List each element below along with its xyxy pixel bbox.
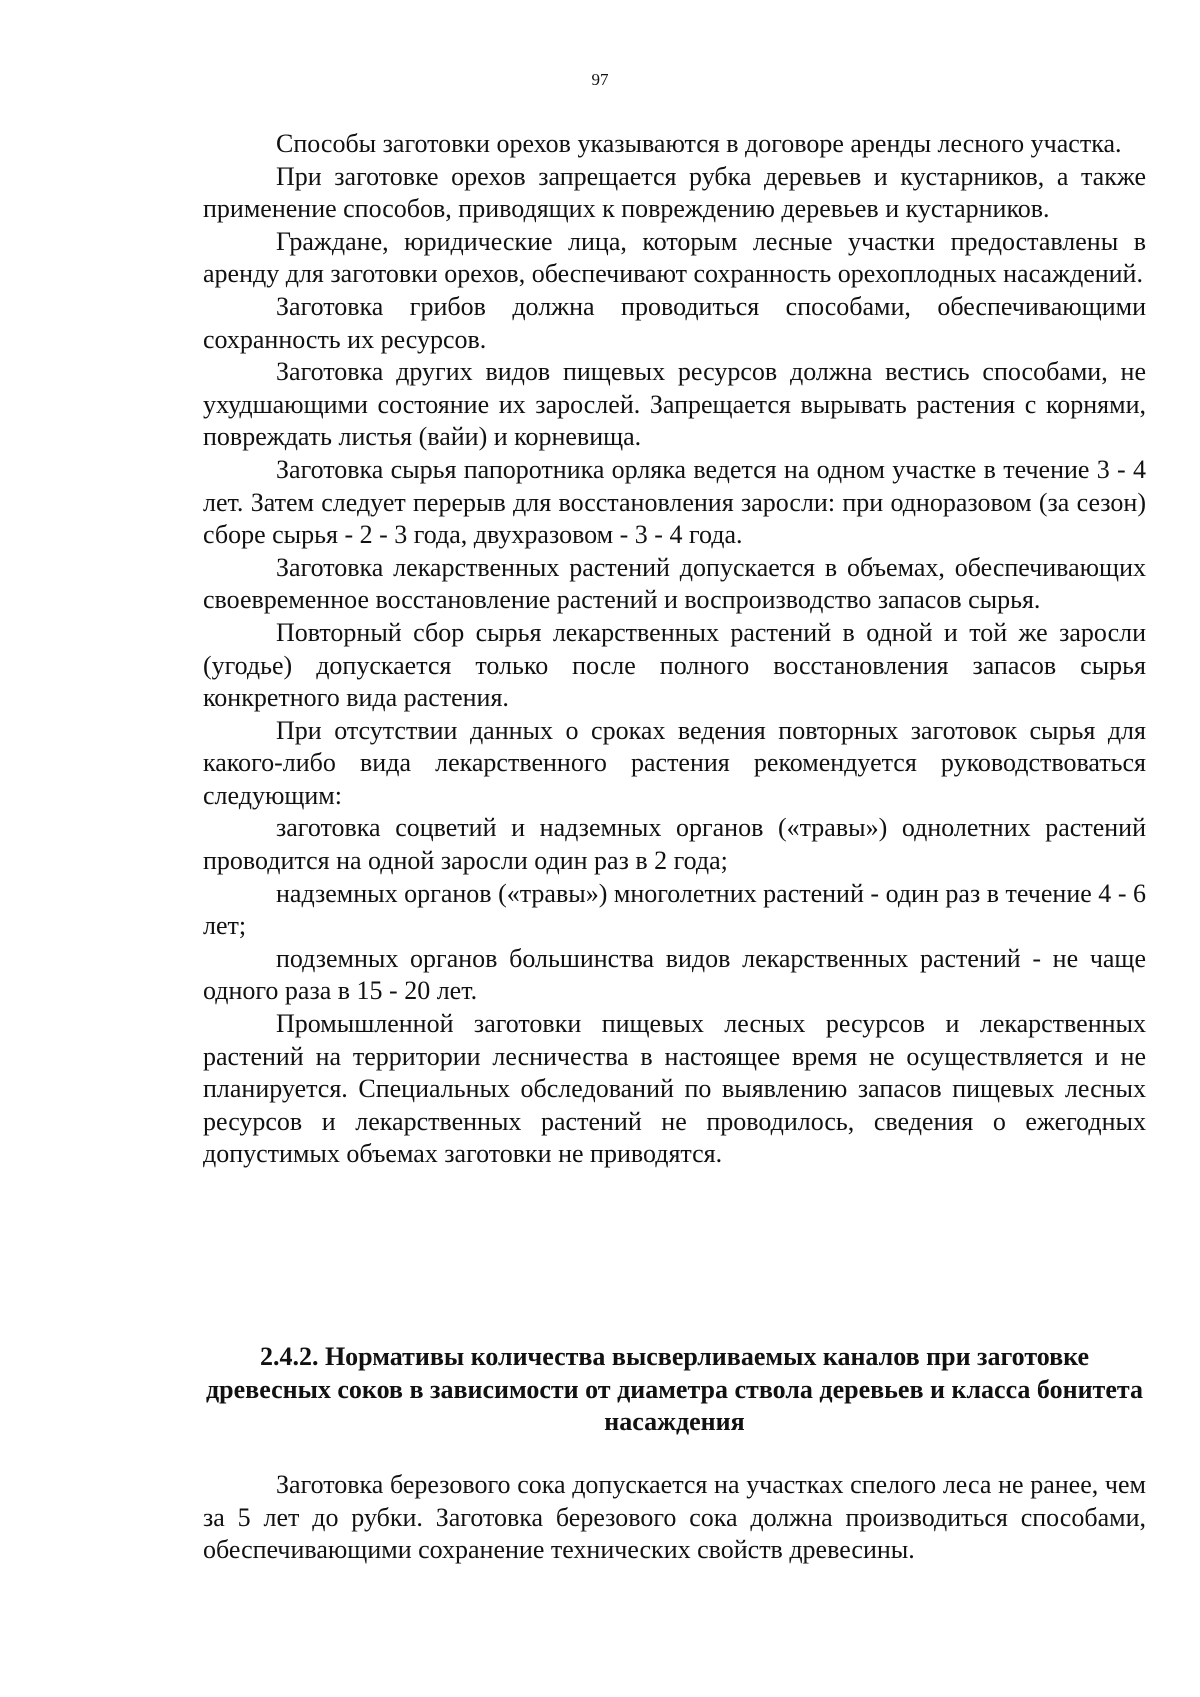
body-text	[203, 128, 1146, 1171]
paragraph-bracken-fern: Заготовка сырья папоротника орляка ведется на одном участке в течение 3 - 4 лет. Затем следует перерыв для восстановления заросли: при одноразовом (за сезон) сборе сырья - 2 - 3 года, двухразовом - 3 - 4 года.	[203, 454, 1146, 550]
paragraph-annual-plants: заготовка соцветий и надземных органов («травы») однолетних растений проводится на одной заросли один раз в 2 года;	[203, 813, 1146, 876]
paragraph-other-food-resources: Заготовка других видов пищевых ресурсов должна вестись способами, не ухудшающими состояние их зарослей. Запрещается вырывать растения с корнями, повреждать листья (вайи) и корневища.	[203, 357, 1146, 452]
paragraph-mushroom-harvest: Заготовка грибов должна проводиться способами, обеспечивающими сохранность их ресурсов.	[203, 291, 1146, 354]
paragraph-birch-sap: Заготовка березового сока допускается на участках спелого леса не ранее, чем за 5 лет до рубки. Заготовка березового сока должна производиться способами, обеспечивающими сохранение технических свойств древесины.	[203, 1470, 1146, 1565]
paragraph-medicinal-plants: Заготовка лекарственных растений допускается в объемах, обеспечивающих своевременное восстановление растений и воспроизводство запасов сырья.	[203, 552, 1146, 615]
page-number: 97	[591, 70, 609, 89]
section-heading: 2.4.2. Нормативы количества высверливаемых каналов при заготовке древесных соков в зависимости от диаметра ствола деревьев и класса бонитета насаждения	[206, 1342, 1143, 1437]
paragraph-lessee-obligations: Граждане, юридические лица, которым лесные участки предоставлены в аренду для заготовки орехов, обеспечивают сохранность орехоплодных насаждений.	[203, 226, 1146, 289]
paragraph-nut-harvest-methods: Способы заготовки орехов указываются в договоре аренды лесного участка.	[276, 129, 1122, 158]
paragraph-industrial-harvest: Промышленной заготовки пищевых лесных ресурсов и лекарственных растений на территории лесничества в настоящее время не осуществляется и не планируется. Специальных обследований по выявлению запасов пищевых лесных ресурсов и лекарственных растений не проводилось, сведения о ежегодных допустимых объемах заготовки не приводятся.	[203, 1009, 1146, 1169]
paragraph-nut-harvest-prohibitions: При заготовке орехов запрещается рубка деревьев и кустарников, а также применение способов, приводящих к повреждению деревьев и кустарников.	[203, 161, 1146, 224]
paragraph-no-data-guidance: При отсутствии данных о сроках ведения повторных заготовок сырья для какого-либо вида лекарственного растения рекомендуется руководствоваться следующим:	[203, 715, 1146, 810]
paragraph-perennial-plants: надземных органов («травы») многолетних растений - один раз в течение 4 - 6 лет;	[203, 878, 1146, 941]
paragraph-underground-organs: подземных органов большинства видов лекарственных растений - не чаще одного раза в 15 - 20 лет.	[203, 943, 1146, 1006]
section-body-text	[203, 1469, 1146, 1567]
paragraph-repeat-collection: Повторный сбор сырья лекарственных растений в одной и той же заросли (угодье) допускается только после полного восстановления запасов сырья конкретного вида растения.	[203, 617, 1146, 713]
